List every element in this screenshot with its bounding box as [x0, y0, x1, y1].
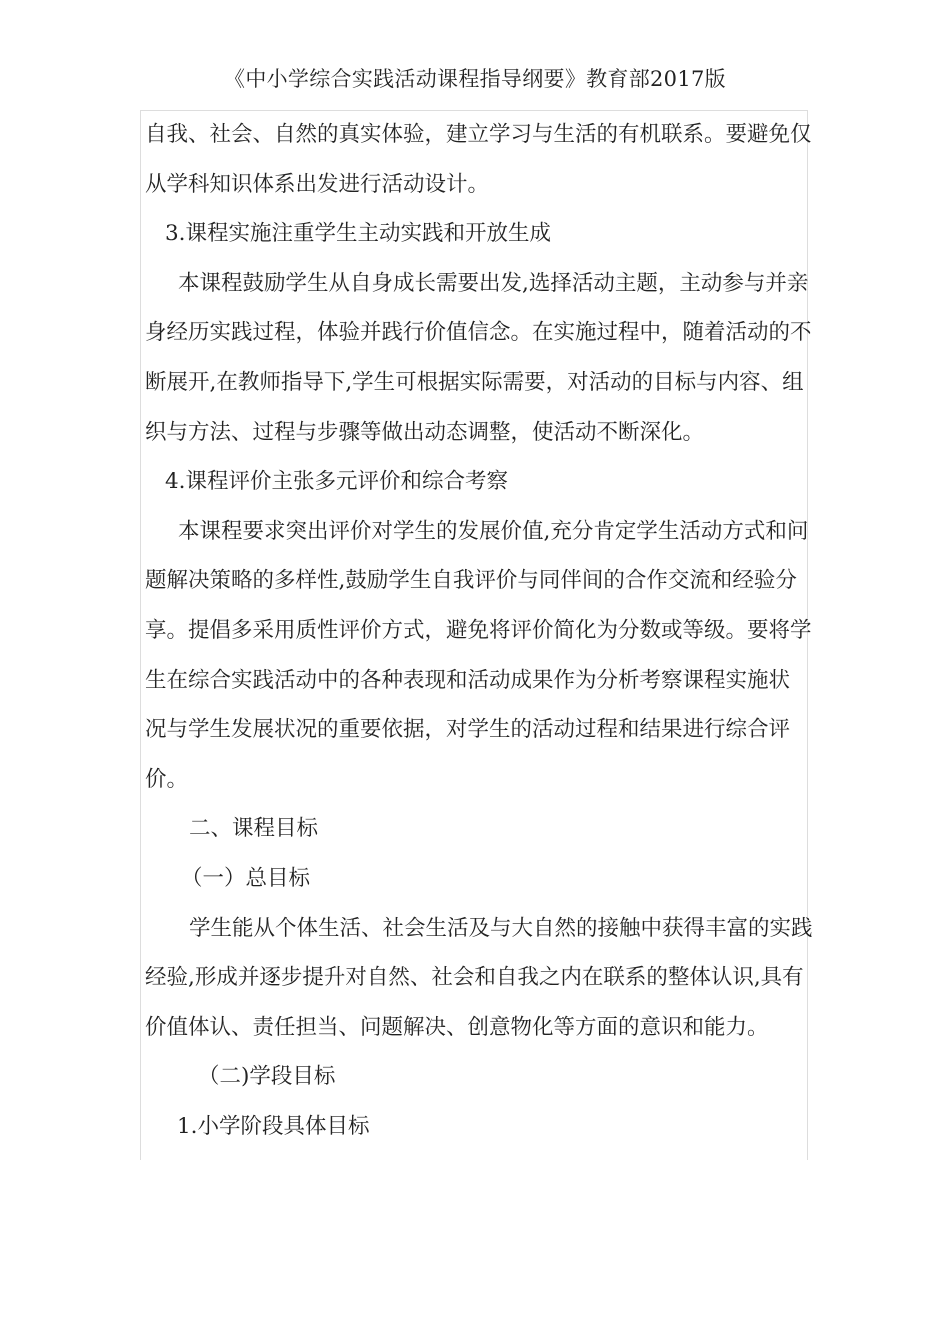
body-line: 织与方法、过程与步骤等做出动态调整，使活动不断深化。 — [145, 419, 705, 445]
body-line: 本课程鼓励学生从自身成长需要出发,选择活动主题，主动参与并亲 — [178, 270, 809, 296]
subheading-overall-goal: （一）总目标 — [181, 865, 311, 891]
body-line: 价值体认、责任担当、问题解决、创意物化等方面的意识和能力。 — [145, 1014, 769, 1040]
body-line: 经验,形成并逐步提升对自然、社会和自我之内在联系的整体认识,具有 — [145, 965, 804, 991]
body-line: 况与学生发展状况的重要依据，对学生的活动过程和结果进行综合评 — [145, 717, 791, 743]
subheading-stage-goals: （二)学段目标 — [198, 1064, 336, 1090]
chapter-heading-course-goals: 二、课程目标 — [189, 816, 319, 842]
body-line: 本课程要求突出评价对学生的发展价值,充分肯定学生活动方式和问 — [178, 518, 809, 544]
subheading-primary-stage: 1.小学阶段具体目标 — [177, 1113, 370, 1139]
body-line: 生在综合实践活动中的各种表现和活动成果作为分析考察课程实施状 — [145, 667, 791, 693]
page-frame-left-border — [140, 110, 141, 1160]
body-line: 题解决策略的多样性,鼓励学生自我评价与同伴间的合作交流和经验分 — [145, 568, 797, 594]
body-line: 学生能从个体生活、社会生活及与大自然的接触中获得丰富的实践 — [189, 915, 813, 941]
body-line: 自我、社会、自然的真实体验，建立学习与生活的有机联系。要避免仅 — [145, 122, 812, 147]
section-heading-4: 4.课程评价主张多元评价和综合考察 — [165, 469, 509, 495]
body-line: 断展开,在教师指导下,学生可根据实际需要，对活动的目标与内容、组 — [145, 369, 804, 395]
page-header-title: 《中小学综合实践活动课程指导纲要》教育部2017版 — [224, 67, 726, 91]
body-line: 从学科知识体系出发进行活动设计。 — [145, 171, 490, 197]
section-heading-3: 3.课程实施注重学生主动实践和开放生成 — [165, 221, 552, 247]
document-body — [145, 110, 813, 1151]
body-line: 身经历实践过程，体验并践行价值信念。在实施过程中，随着活动的不 — [145, 320, 812, 346]
body-line: 价。 — [145, 766, 189, 792]
body-line: 享。提倡多采用质性评价方式，避免将评价简化为分数或等级。要将学 — [145, 617, 812, 643]
